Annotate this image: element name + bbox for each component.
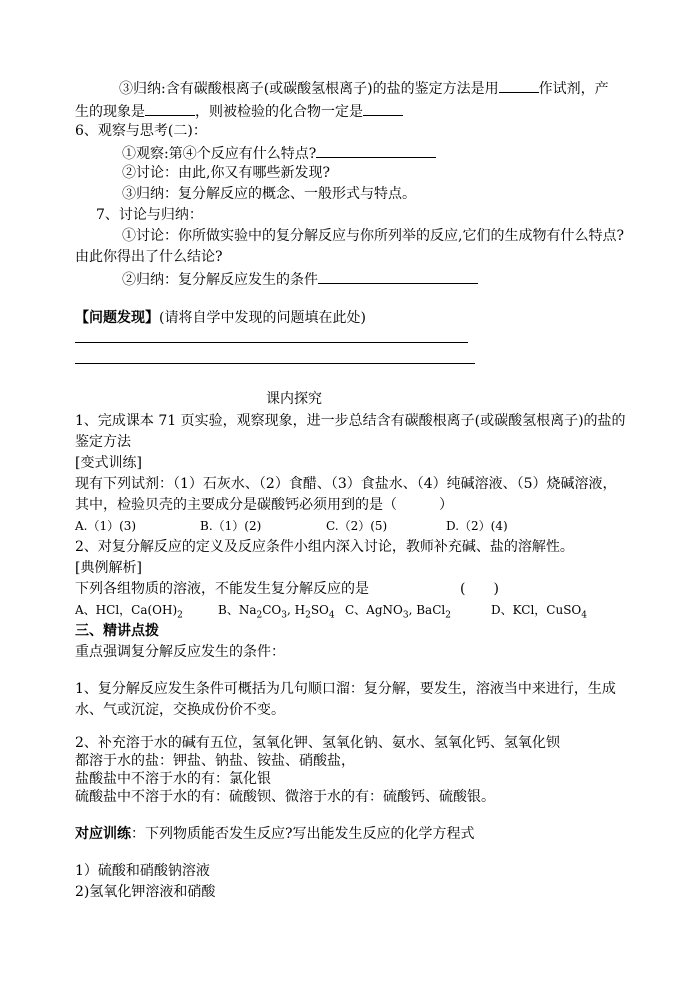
blank-reagent[interactable] <box>499 78 539 93</box>
example-question: 下列各组物质的溶液，不能发生复分解反应的是 <box>75 581 369 597</box>
section-heading-explore: 课内探究 <box>266 391 322 407</box>
explore-item-1-cont: 鉴定方法 <box>75 434 131 450</box>
blank-observe[interactable] <box>316 143 436 158</box>
answer-line-2[interactable] <box>75 363 475 364</box>
practice-heading: 对应训练：下列物质能否发生反应?写出能发生反应的化学方程式 <box>75 826 475 842</box>
question-6: 6、观察与思考(二)： <box>75 123 207 139</box>
question-6-induce: ③归纳：复分解反应的概念、一般形式与特点。 <box>122 186 416 202</box>
question-7-discuss: ①讨论：你所做实验中的复分解反应与你所列举的反应,它们的生成物有什么特点? <box>122 228 624 244</box>
blank-conditions[interactable] <box>318 269 478 284</box>
question-6-observe: ①观察:第④个反应有什么特点? <box>122 143 436 163</box>
example-option-b: B、$Na_2CO_3$, $H_2SO_4$ <box>218 603 335 621</box>
example-option-a: A、HCl，$Ca(OH)_2$ <box>75 603 183 621</box>
explore-item-1: 1、完成课本 71 页实验，观察现象，进一步总结含有碳酸根离子(或碳酸氢根离子)的盐的 <box>75 413 626 429</box>
lecture-point-2-salts: 都溶于水的盐：钾盐、钠盐、铵盐、硝酸盐， <box>75 753 355 769</box>
option-b: B.（1）(2) <box>200 519 262 533</box>
induction-line-1: ③归纳:含有碳酸根离子(或碳酸氢根离子)的盐的鉴定方法是用 作试剂，产 <box>119 78 609 98</box>
question-6-discuss: ②讨论：由此,你又有哪些新发现? <box>122 165 330 181</box>
question-7: 7、讨论与归纳： <box>96 207 203 223</box>
practice-item-2: 2)氢氧化钾溶液和硝酸 <box>75 884 216 900</box>
option-d: D.（2）(4) <box>446 519 508 533</box>
explore-item-2: 2、对复分解反应的定义及反应条件小组内深入讨论，教师补充碱、盐的溶解性。 <box>75 539 574 555</box>
lecture-point-1-cont: 水、气或沉淀，交换成份价不变。 <box>75 702 285 718</box>
example-label: [典例解析] <box>75 560 142 576</box>
example-option-d: D、KCl，CuSO$_4$ <box>491 603 587 621</box>
induction-line-2: 生的现象是 ，则被检验的化合物一定是 <box>75 101 403 121</box>
lecture-point-2: 2、补充溶于水的碱有五位，氢氧化钾、氢氧化钠、氨水、氢氧化钙、氢氧化钡 <box>75 735 560 751</box>
lecture-point-2-sulfate: 硫酸盐中不溶于水的有：硫酸钡、微溶于水的有：硫酸钙、硫酸银。 <box>75 789 495 805</box>
variant-question-line-1: 现有下列试剂：（1）石灰水、（2）食醋、（3）食盐水、（4）纯碱溶液、（5）烧碱溶液， <box>75 476 617 492</box>
lecture-point-1: 1、复分解反应发生条件可概括为几句顺口溜：复分解，要发生，溶液当中来进行，生成 <box>75 681 616 697</box>
problem-discovery-heading: 【问题发现】(请将自学中发现的问题填在此处) <box>75 310 366 326</box>
blank-compound[interactable] <box>363 101 403 116</box>
option-c: C.（2）(5) <box>326 519 388 533</box>
variant-training-label: [变式训练] <box>75 455 142 471</box>
blank-phenomenon[interactable] <box>145 101 195 116</box>
example-answer-paren[interactable]: ( ) <box>460 581 499 597</box>
practice-item-1: 1）硫酸和硝酸钠溶液 <box>75 863 210 879</box>
lecture-point-2-chloride: 盐酸盐中不溶于水的有：氯化银 <box>75 771 271 787</box>
option-a: A.（1）(3) <box>75 519 137 533</box>
answer-line-1[interactable] <box>75 342 468 343</box>
example-option-c: C、AgNO$_3$, BaCl$_2$ <box>345 603 451 621</box>
lecture-intro: 重点强调复分解反应发生的条件： <box>75 644 285 660</box>
variant-question-line-2: 其中，检验贝壳的主要成分是碳酸钙必须用到的是（ ） <box>75 497 453 513</box>
question-7-discuss-cont: 由此你得出了什么结论? <box>75 249 223 265</box>
lecture-heading: 三、精讲点拨 <box>75 623 159 639</box>
question-7-induce: ②归纳：复分解反应发生的条件 <box>122 269 478 289</box>
